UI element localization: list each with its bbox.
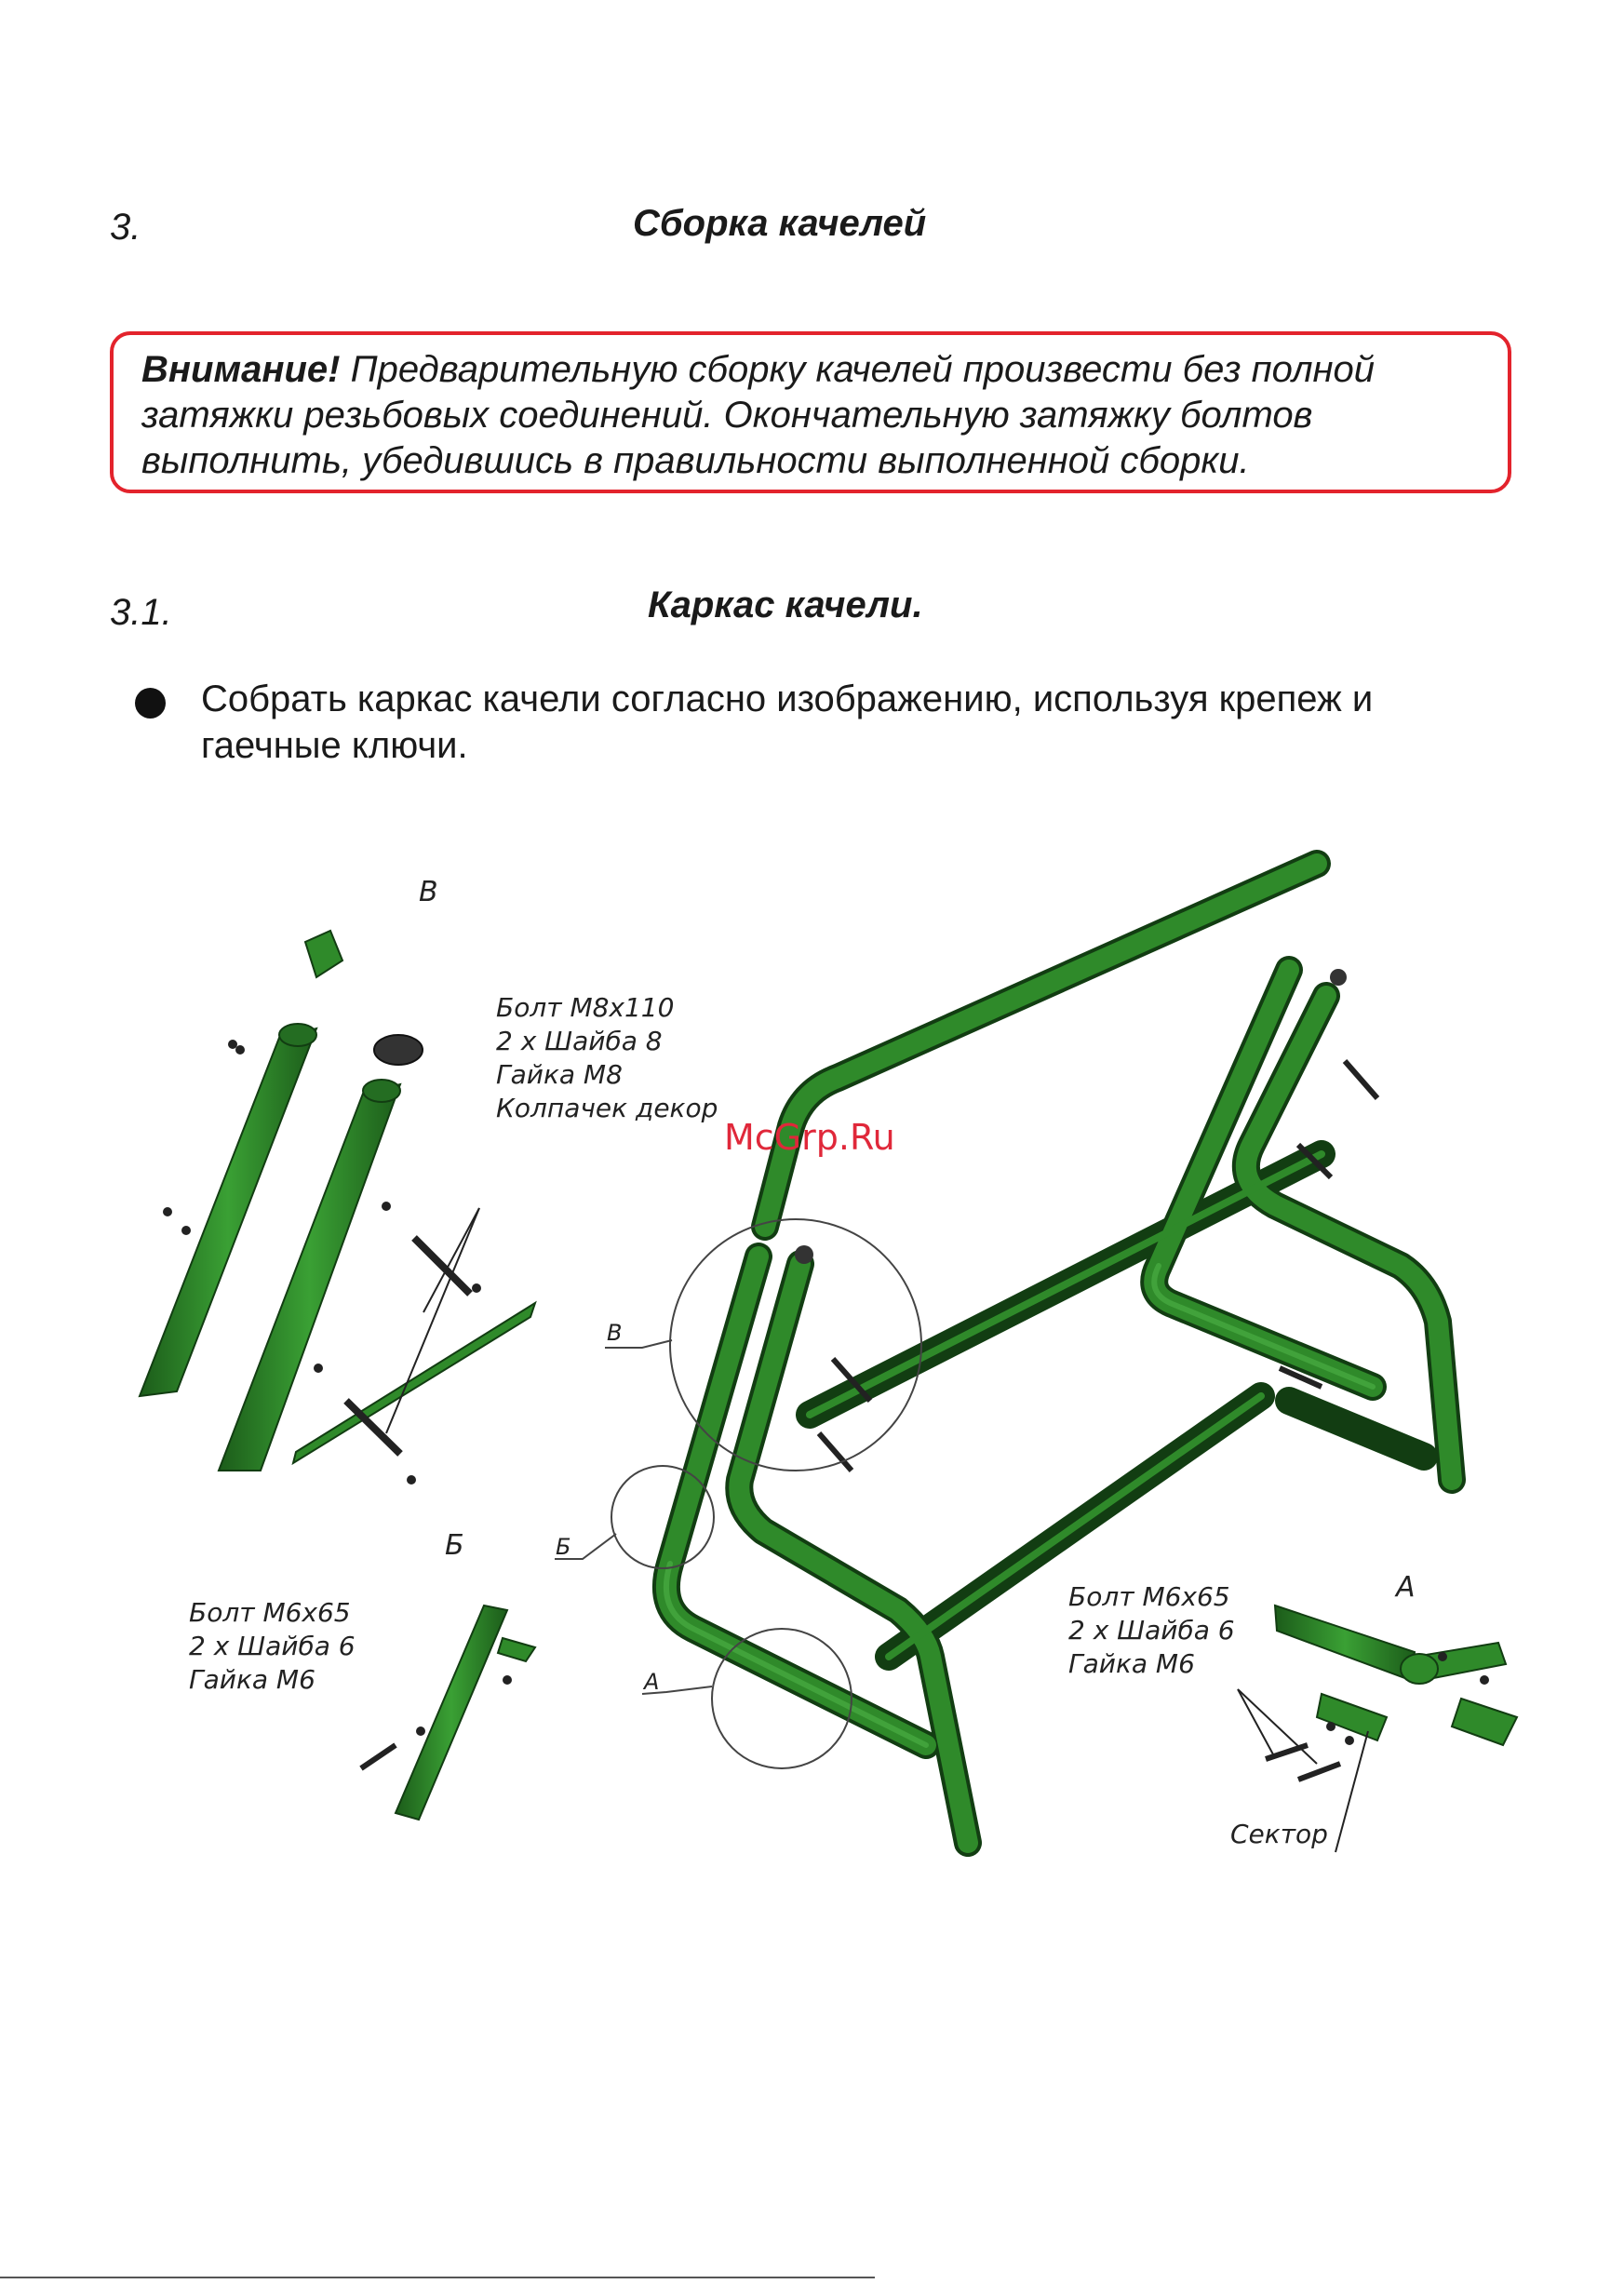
detail-a-drawing <box>1238 1606 1517 1852</box>
detail-a-part-1: Болт М6х65 <box>1068 1581 1230 1612</box>
section-title: Сборка качелей <box>633 203 927 244</box>
callout-label-v: В <box>607 1320 623 1346</box>
warning-lead: Внимание! <box>141 349 341 390</box>
instruction-text: Собрать каркас качели согласно изображению, используя крепеж и гаечные ключи. <box>201 678 1374 766</box>
detail-b-part-2: 2 х Шайба 6 <box>189 1631 356 1661</box>
bullet-icon <box>135 688 166 719</box>
detail-a-sector-label: Сектор <box>1230 1819 1328 1849</box>
detail-v-part-4: Колпачек декор <box>496 1093 718 1123</box>
callout-label-a: А <box>644 1669 660 1695</box>
subsection-number: 3.1. <box>110 592 172 633</box>
warning-text: Предварительную сборку качелей произвести без полной затяжки резьбовых соединений. Окончательную затяжку болтов выполнить, убедившись в правильности выполненной сборки. <box>141 349 1376 481</box>
callout-label-b: Б <box>556 1534 571 1560</box>
detail-b-drawing <box>361 1606 535 1820</box>
detail-v-part-2: 2 х Шайба 8 <box>496 1026 663 1056</box>
detail-a-letter: А <box>1396 1571 1416 1604</box>
detail-v-part-1: Болт М8х110 <box>496 992 675 1023</box>
detail-b-part-3: Гайка М6 <box>189 1664 315 1695</box>
assembly-figure <box>0 838 1624 1880</box>
detail-v-letter: В <box>419 876 438 908</box>
bottom-rule <box>0 2277 875 2278</box>
warning-box <box>110 331 1511 493</box>
subsection-title: Каркас качели. <box>648 584 923 625</box>
detail-v-part-3: Гайка М8 <box>496 1059 623 1090</box>
detail-v-drawing <box>140 931 535 1485</box>
detail-b-part-1: Болт М6х65 <box>189 1597 351 1628</box>
detail-a-part-3: Гайка М6 <box>1068 1648 1195 1679</box>
section-number: 3. <box>110 207 141 248</box>
swing-frame-drawing <box>666 864 1452 1843</box>
watermark: McGrp.Ru <box>724 1117 895 1158</box>
detail-a-part-2: 2 х Шайба 6 <box>1068 1615 1235 1646</box>
detail-b-letter: Б <box>445 1529 464 1562</box>
